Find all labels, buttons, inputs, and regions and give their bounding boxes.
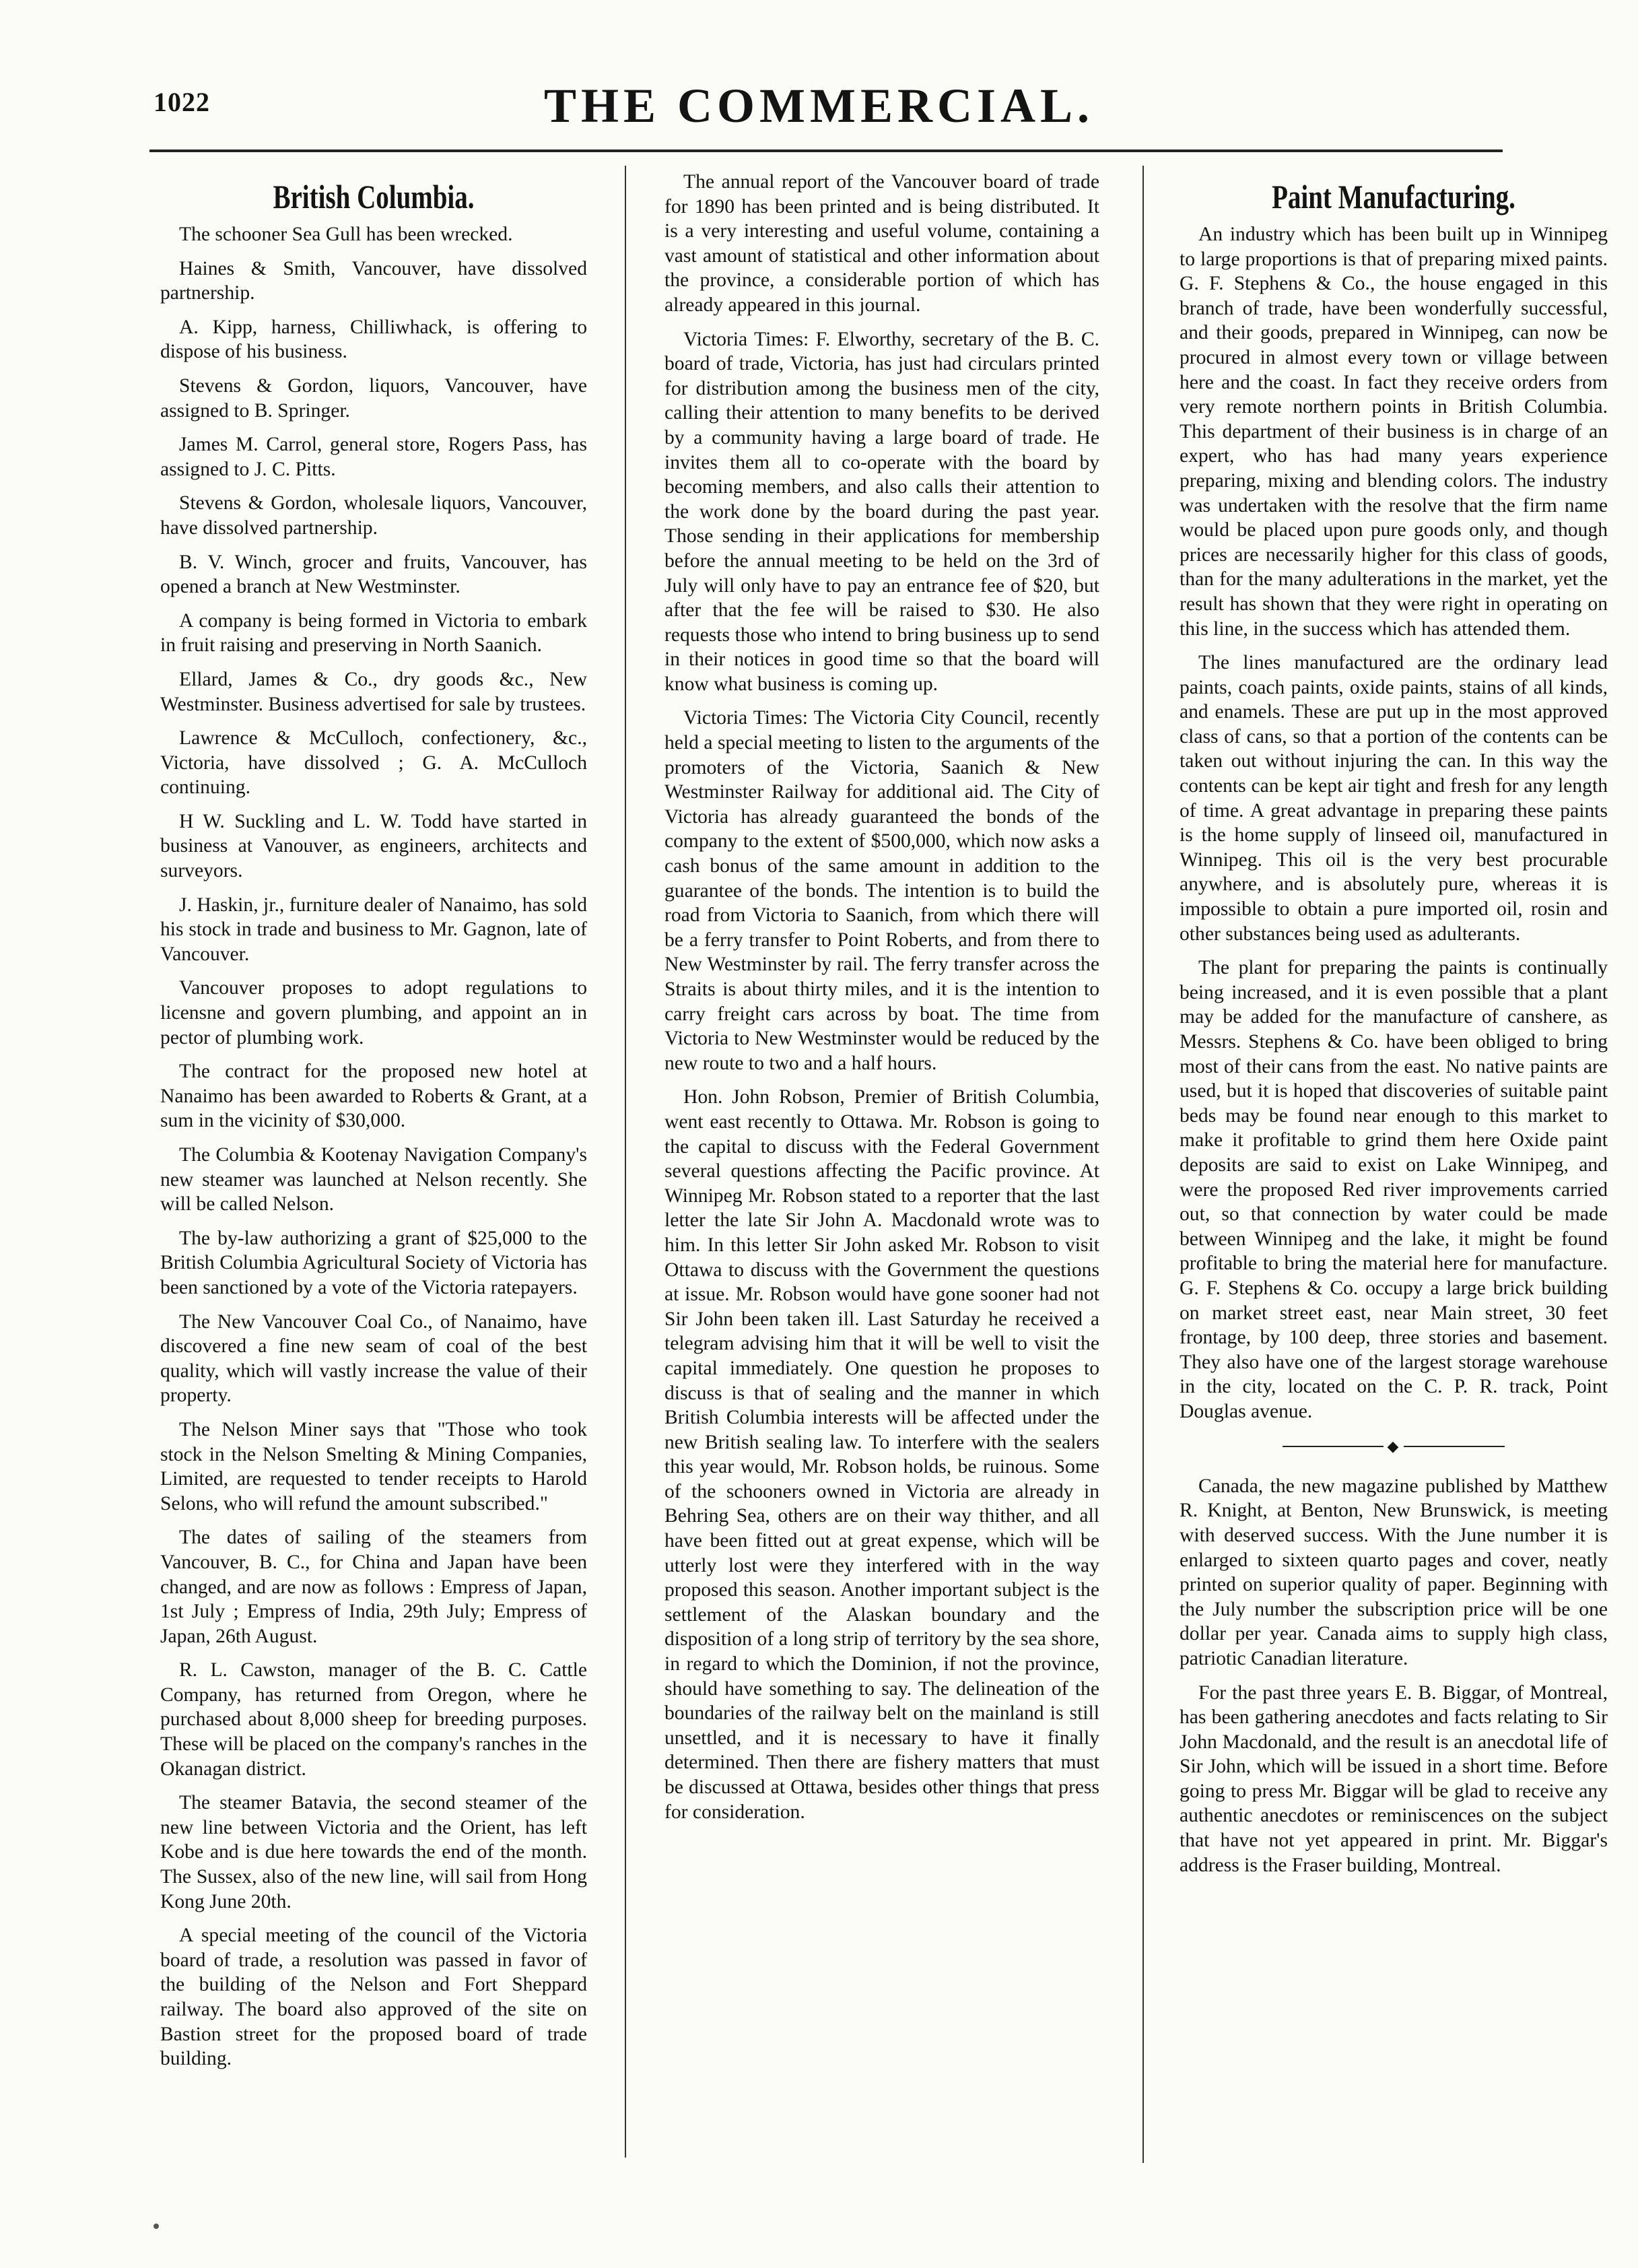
- news-paragraph: The lines manufactured are the ordinary lead paints, coach paints, oxide paints, stains of all kinds, and enamels. These are put up in the most approved class of cans, so that a portion of the contents can be taken out without injuring the can. In this way the contents can be kept air tight and fresh for any length of time. A great advantage in preparing these paints is the home supply of linseed oil, manufactured in Winnipeg. This oil is the very best procurable anywhere, and is absolutely pure, whereas it is impossible to obtain a pure imported oil, rosin and other substances being used as adulterants.: [1180, 652, 1608, 945]
- news-paragraph: The dates of sailing of the steamers from Vancouver, B. C., for China and Japan have been changed, and are now as follows : Empress of Japan, 1st July ; Empress of India, 29th July; Empress of Japan, 26th August.: [160, 1527, 587, 1647]
- page-mark: [153, 2224, 159, 2229]
- column-british-columbia: [160, 170, 587, 2081]
- news-paragraph: Lawrence & McCulloch, confectionery, &c., Victoria, have dissolved ; G. A. McCulloch continuing.: [160, 727, 587, 799]
- column-trade-news: [664, 170, 1099, 1834]
- news-paragraph: Stevens & Gordon, liquors, Vancouver, have assigned to B. Springer.: [160, 374, 587, 422]
- news-paragraph: Victoria Times: The Victoria City Council, recently held a special meeting to listen to the arguments of the promoters of the Victoria, Saanich & New Westminster Railway for additional aid. The City of Victoria has already guaranteed the bonds of the company to the extent of $500,000, which now asks a cash bonus of the same amount in addition to the guarantee of the bonds. The intention is to build the road from Victoria to Saanich, from which there will be a ferry transfer to Point Roberts, and from there to New Westminster by rail. The ferry transfer across the Straits is about thirty miles, and it is the intention to carry freight cars across by boat. The time from Victoria to New Westminster would be reduced by the new route to two and a half hours.: [664, 707, 1099, 1074]
- news-paragraph: Ellard, James & Co., dry goods &c., New Westminster. Business advertised for sale by trustees.: [160, 668, 587, 715]
- masthead: THE COMMERCIAL.: [543, 79, 1095, 133]
- news-paragraph: The New Vancouver Coal Co., of Nanaimo, have discovered a fine new seam of coal of the best quality, which will vastly increase the value of their property.: [160, 1310, 587, 1407]
- news-paragraph: The by-law authorizing a grant of $25,000 to the British Columbia Agricultural Society of Victoria has been sanctioned by a vote of the Victoria ratepayers.: [160, 1227, 587, 1298]
- news-paragraph: Stevens & Gordon, wholesale liquors, Vancouver, have dissolved partnership.: [160, 492, 587, 539]
- article-body: [1180, 222, 1608, 1424]
- news-paragraph: The annual report of the Vancouver board of trade for 1890 has been printed and is being distributed. It is a very interesting and useful volume, containing a vast amount of statistical and other information about the province, a considerable portion of which has already appeared in this journal.: [664, 171, 1099, 316]
- news-paragraph: Hon. John Robson, Premier of British Columbia, went east recently to Ottawa. Mr. Robson is going to the capital to discuss with the Federal Government several questions affecting the Pacific province. At Winnipeg Mr. Robson stated to a reporter that the last letter the late Sir John A. Macdonald wrote was to him. In this letter Sir John asked Mr. Robson to visit Ottawa to discuss with the Government the questions at issue. Mr. Robson would have gone sooner had not Sir John been taken ill. Last Saturday he received a telegram advising him that it will be well to visit the capital immediately. One question he proposes to discuss is that of sealing and the manner in which British Columbia interests will be affected under the new British sealing law. To interfere with the sealers this year would, Mr. Robson holds, be ruinous. Some of the schooners owned in Victoria are already in Behring Sea, others are on their way thither, and all have been fitted out at great expense, which will be utterly lost were they interfered with in the way proposed this season. Another important subject is the settlement of the Alaskan boundary and the disposition of a long strip of territory by the sea shore, in regard to which the Dominion, if not the province, should have something to say. The delineation of the boundaries of the railway belt on the mainland is still unsettled, and it is necessary to have it finally determined. Then there are fishery matters that must be discussed at Ottawa, besides other things that press for consideration.: [664, 1086, 1099, 1823]
- ornamental-divider: ◆: [1180, 1434, 1608, 1459]
- news-paragraph: B. V. Winch, grocer and fruits, Vancouver, has opened a branch at New Westminster.: [160, 551, 587, 598]
- column-paint-manufacturing: [1180, 170, 1608, 1887]
- column-divider: [1142, 166, 1144, 2163]
- news-paragraph: An industry which has been built up in Winnipeg to large proportions is that of preparing mixed paints. G. F. Stephens & Co., the house engaged in this branch of trade, have been wonderfully successful, and their goods, prepared in Winnipeg, can now be procured in almost every town or village between here and the coast. In fact they receive orders from very remote northern points in British Columbia. This department of their business is in charge of an expert, who has had many years experience preparing, mixing and blending colors. The industry was undertaken with the resolve that the firm name would be placed upon pure goods only, and though prices are necessarily higher for this class of goods, than for the many adulterations in the market, yet the result has shown that they were right in operating on this line, in the success which has attended them.: [1180, 224, 1608, 640]
- news-paragraph: Vancouver proposes to adopt regulations to licensne and govern plumbing, and appoint an in pector of plumbing work.: [160, 977, 587, 1048]
- news-paragraph: For the past three years E. B. Biggar, of Montreal, has been gathering anecdotes and facts relating to Sir John Macdonald, and the result is an anecdotal life of Sir John, which will be issued in a short time. Before going to press Mr. Biggar will be glad to receive any authentic anecdotes or reminiscences on the subject that have not yet appeared in print. Mr. Biggar's address is the Fraser building, Montreal.: [1180, 1681, 1608, 1876]
- page-number: 1022: [153, 87, 210, 117]
- section-heading: Paint Manufacturing.: [1272, 178, 1515, 215]
- news-paragraph: H W. Suckling and L. W. Todd have started in business at Vanouver, as engineers, architects and surveyors.: [160, 810, 587, 882]
- section-heading: British Columbia.: [273, 178, 475, 215]
- news-paragraph: Canada, the new magazine published by Matthew R. Knight, at Benton, New Brunswick, is meeting with deserved success. With the June number it is enlarged to sixteen quarto pages and cover, neatly printed on superior quality of paper. Beginning with the July number the subscription price will be one dollar per year. Canada aims to supply high class, patriotic Canadian literature.: [1180, 1475, 1608, 1669]
- news-paragraph: R. L. Cawston, manager of the B. C. Cattle Company, has returned from Oregon, where he purchased about 8,000 sheep for breeding purposes. These will be placed on the company's ranches in the Okanagan district.: [160, 1659, 587, 1780]
- news-paragraph: The contract for the proposed new hotel at Nanaimo has been awarded to Roberts & Grant, at a sum in the vicinity of $30,000.: [160, 1061, 587, 1132]
- news-paragraph: A company is being formed in Victoria to embark in fruit raising and preserving in North Saanich.: [160, 609, 587, 657]
- news-paragraph: The schooner Sea Gull has been wrecked.: [179, 224, 513, 245]
- column-divider: [625, 166, 626, 2158]
- news-paragraph: The Nelson Miner says that "Those who took stock in the Nelson Smelting & Mining Companies, Limited, are requested to tender receipts to Harold Selons, who will refund the amount subscribed.": [160, 1418, 587, 1514]
- news-paragraph: A. Kipp, harness, Chilliwhack, is offering to dispose of his business.: [160, 316, 587, 363]
- news-paragraph: Victoria Times: F. Elworthy, secretary of the B. C. board of trade, Victoria, has just had circulars printed for distribution among the business men of the city, calling their attention to many benefits to be derived by a community having a large board of trade. He invites them all to co-operate with the board by becoming members, and also calls their attention to the work done by the board during the past year. Those sending in their applications for membership before the annual meeting to be held on the 3rd of July will only have to pay an entrance fee of $20, but after that the fee will be raised to $30. He also requests those who intend to bring business up to send in their notices in good time so that the board will know what business is coming up.: [664, 328, 1099, 695]
- news-paragraph: The Columbia & Kootenay Navigation Company's new steamer was launched at Nelson recently. She will be called Nelson.: [160, 1144, 587, 1215]
- article-body: [1180, 1474, 1608, 1878]
- news-paragraph: The plant for preparing the paints is continually being increased, and it is even possible that a plant may be added for the manufacture of canshere, as Messrs. Stephens & Co. have been obliged to bring most of their cans from the east. No native paints are used, but it is hoped that discoveries of suitable paint beds may be found near enough to this market to make it profitable to grind them here Oxide paint deposits are said to exist on Lake Winnipeg, and were the proposed Red river improvements carried out, so that connection by water could be made between Winnipeg and the lake, it might be found profitable to bring the material here for manufacture. G. F. Stephens & Co. occupy a large brick building on market street east, near Main street, 30 feet frontage, by 100 deep, three stories and basement. They also have one of the largest storage warehouse in the city, located on the C. P. R. track, Point Douglas avenue.: [1180, 957, 1608, 1422]
- news-paragraph: The steamer Batavia, the second steamer of the new line between Victoria and the Orient, has left Kobe and is due here towards the end of the month. The Sussex, also of the new line, will sail from Hong Kong June 20th.: [160, 1792, 587, 1912]
- header-rule: [149, 149, 1503, 152]
- news-paragraph: Haines & Smith, Vancouver, have dissolved partnership.: [160, 257, 587, 304]
- news-paragraph: James M. Carrol, general store, Rogers Pass, has assigned to J. C. Pitts.: [160, 434, 587, 480]
- news-paragraph: J. Haskin, jr., furniture dealer of Nanaimo, has sold his stock in trade and business to Mr. Gagnon, late of Vancouver.: [160, 894, 587, 965]
- news-paragraph: A special meeting of the council of the Victoria board of trade, a resolution was passed in favor of the building of the Nelson and Fort Sheppard railway. The board also approved of the site on Bastion street for the proposed board of trade building.: [160, 1925, 587, 2070]
